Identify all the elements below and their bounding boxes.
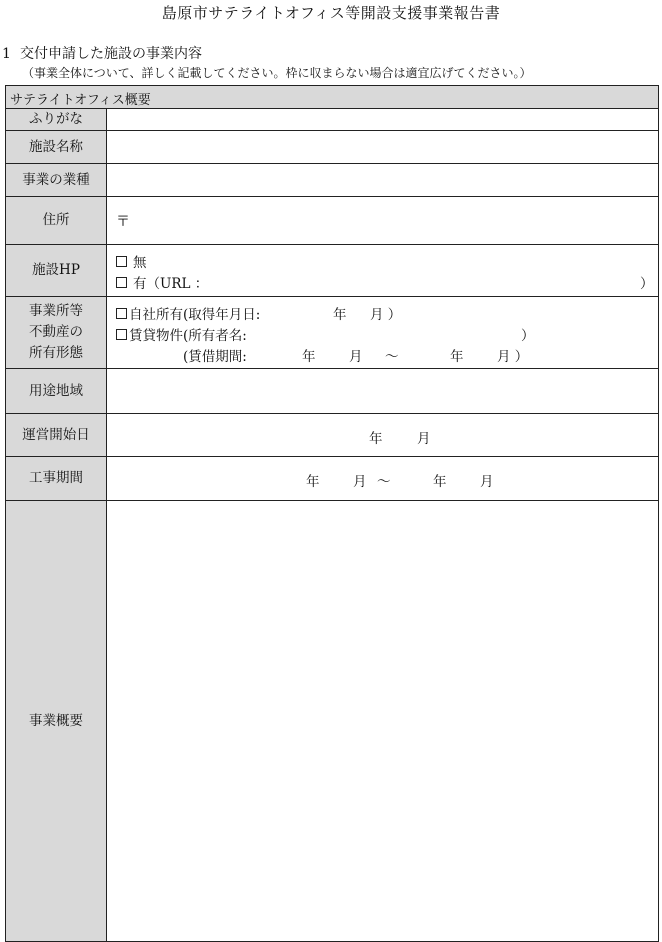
overview-form — [5, 85, 659, 942]
section-number: 1 — [2, 46, 11, 62]
address-field[interactable] — [107, 197, 658, 244]
business-type-row — [6, 164, 658, 197]
lease-month1: 月 — [349, 349, 363, 365]
section-heading — [2, 43, 202, 63]
ownership-row — [6, 297, 658, 369]
furigana-row — [6, 109, 658, 131]
section-title: 交付申請した施設の事業内容 — [20, 46, 202, 62]
website-exists-option[interactable] — [116, 272, 208, 292]
checkbox-icon[interactable] — [116, 308, 127, 319]
start-date-label: 運営開始日 — [6, 414, 107, 456]
own-year: 年 — [333, 307, 347, 323]
business-overview-label: 事業概要 — [6, 501, 107, 941]
ownership-field — [107, 297, 658, 368]
ownership-label-line2: 不動産の — [29, 324, 83, 341]
rent-option[interactable] — [116, 324, 247, 344]
lease-month2: 月 ） — [497, 349, 529, 365]
lease-tilde: ～ — [385, 349, 399, 365]
start-year: 年 — [369, 431, 383, 447]
own-month: 月 ） — [370, 307, 402, 323]
checkbox-icon[interactable] — [116, 329, 127, 340]
address-label: 住所 — [6, 197, 107, 244]
construction-month2: 月 — [480, 474, 494, 490]
start-date-row — [6, 414, 658, 457]
construction-year2: 年 — [433, 474, 447, 490]
facility-name-label: 施設名称 — [6, 131, 107, 163]
zoning-field[interactable] — [107, 369, 658, 413]
business-type-field[interactable] — [107, 164, 658, 196]
website-exists-label: 有（URL ： — [133, 276, 209, 292]
instruction-note: （事業全体について、詳しく記載してください。枠に収まらない場合は適宜広げてください。） — [22, 66, 532, 80]
website-url-close: ） — [640, 276, 654, 292]
start-month: 月 — [417, 431, 431, 447]
construction-period-field[interactable] — [107, 457, 658, 500]
document-title: 島原市サテライトオフィス等開設支援事業報告書 — [161, 4, 501, 22]
own-option[interactable] — [116, 303, 260, 323]
own-option-label: 自社所有(取得年月日: — [129, 307, 261, 323]
website-row — [6, 245, 658, 297]
website-none-label: 無 — [133, 255, 147, 271]
lease-year2: 年 — [450, 349, 464, 365]
business-type-label: 事業の業種 — [6, 164, 107, 196]
postal-mark: 〒 — [116, 214, 130, 230]
construction-month1: 月 — [353, 474, 367, 490]
checkbox-icon[interactable] — [116, 256, 127, 267]
rent-close: ） — [521, 328, 535, 344]
construction-year1: 年 — [306, 474, 320, 490]
construction-period-label: 工事期間 — [6, 457, 107, 500]
furigana-field[interactable] — [107, 109, 658, 130]
zoning-row — [6, 369, 658, 414]
lease-year1: 年 — [302, 349, 316, 365]
construction-tilde: ～ — [377, 474, 391, 490]
website-field — [107, 245, 658, 296]
construction-period-row — [6, 457, 658, 501]
ownership-label-line1: 事業所等 — [29, 303, 83, 320]
rent-option-label: 賃貸物件(所有者名: — [129, 328, 247, 344]
form-header: サテライトオフィス概要 — [6, 86, 658, 109]
website-none-option[interactable] — [116, 251, 147, 271]
ownership-label-line3: 所有形態 — [29, 344, 83, 361]
zoning-label: 用途地域 — [6, 369, 107, 413]
lease-period-label: (賃借期間: — [183, 349, 247, 365]
facility-name-field[interactable] — [107, 131, 658, 163]
facility-name-row — [6, 131, 658, 164]
checkbox-icon[interactable] — [116, 277, 127, 288]
start-date-field[interactable] — [107, 414, 658, 456]
ownership-label — [6, 297, 107, 368]
furigana-label: ふりがな — [6, 109, 107, 130]
website-label: 施設HP — [6, 245, 107, 296]
business-overview-field[interactable] — [107, 501, 658, 941]
address-row — [6, 197, 658, 245]
business-overview-row — [6, 501, 658, 941]
